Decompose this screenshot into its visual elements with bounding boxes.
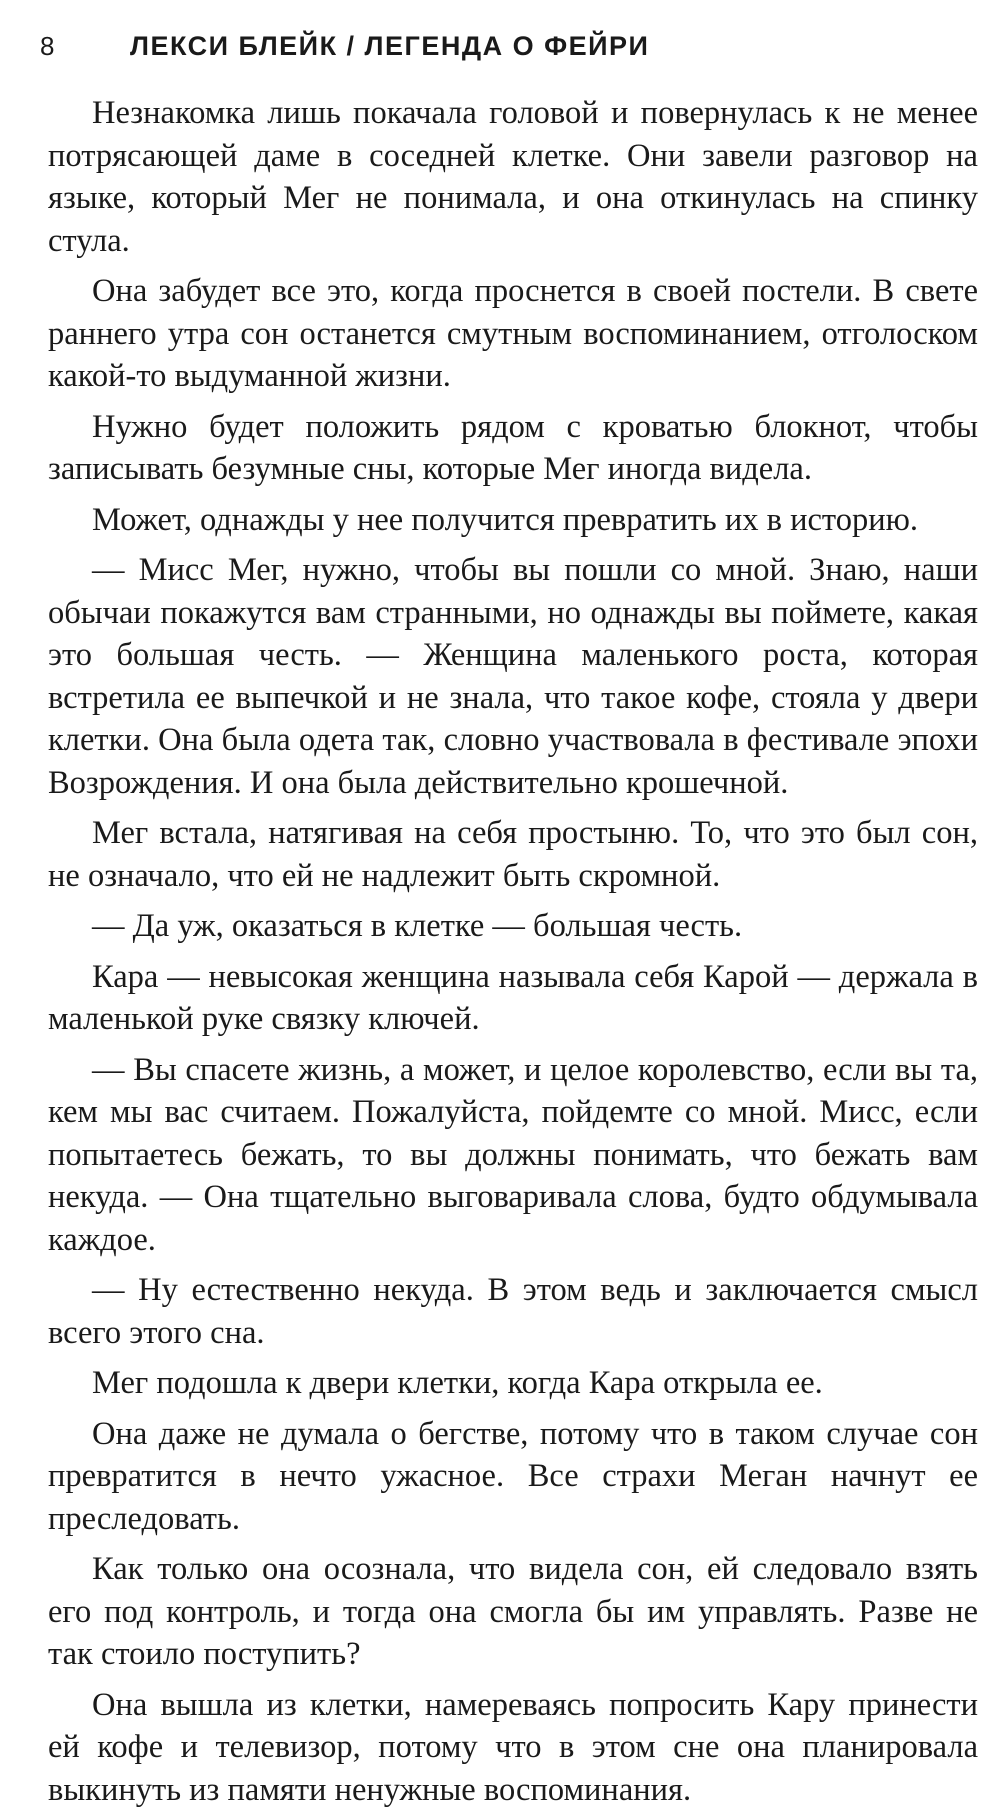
paragraph: — Вы спасете жизнь, а может, и целое королевство, если вы та, кем мы вас считаем. Пожалуйста, пойдемте со мной. Мисс, если попытаетесь бежать, то вы должны понимать, что бежать вам некуда. — Она тщательно выговаривала слова, будто обдумывала каждое.: [48, 1049, 978, 1262]
body-text: [48, 92, 978, 1811]
paragraph: Она вышла из клетки, намереваясь попросить Кару принести ей кофе и телевизор, потому что в этом сне она планировала выкинуть из памяти ненужные воспоминания.: [48, 1684, 978, 1811]
paragraph: — Ну естественно некуда. В этом ведь и заключается смысл всего этого сна.: [48, 1269, 978, 1354]
paragraph: Она даже не думала о бегстве, потому что в таком случае сон превратится в нечто ужасное. Все страхи Меган начнут ее преследовать.: [48, 1413, 978, 1541]
paragraph: Нужно будет положить рядом с кроватью блокнот, чтобы записывать безумные сны, которые Мег иногда видела.: [48, 406, 978, 491]
running-title: ЛЕКСИ БЛЕЙК / ЛЕГЕНДА О ФЕЙРИ: [130, 31, 649, 62]
page-number: 8: [40, 31, 130, 62]
paragraph: — Да уж, оказаться в клетке — большая честь.: [48, 905, 978, 948]
paragraph: Кара — невысокая женщина называла себя Карой — держала в маленькой руке связку ключей.: [48, 956, 978, 1041]
paragraph: Она забудет все это, когда проснется в своей постели. В свете раннего утра сон останется смутным воспоминанием, отголоском какой-то выдуманной жизни.: [48, 270, 978, 398]
paragraph: — Мисс Мег, нужно, чтобы вы пошли со мной. Знаю, наши обычаи покажутся вам странными, но однажды вы поймете, какая это большая честь. — Женщина маленького роста, которая встретила ее выпечкой и не знала, что такое кофе, стояла у двери клетки. Она была одета так, словно участвовала в фестивале эпохи Возрождения. И она была действительно крошечной.: [48, 549, 978, 804]
page-header: [40, 22, 980, 70]
paragraph: Как только она осознала, что видела сон, ей следовало взять его под контроль, и тогда она смогла бы им управлять. Разве не так стоило поступить?: [48, 1548, 978, 1676]
paragraph: Мег подошла к двери клетки, когда Кара открыла ее.: [48, 1362, 978, 1405]
paragraph: Может, однажды у нее получится превратить их в историю.: [48, 499, 978, 542]
paragraph: Мег встала, натягивая на себя простыню. То, что это был сон, не означало, что ей не надлежит быть скромной.: [48, 812, 978, 897]
paragraph: Незнакомка лишь покачала головой и повернулась к не менее потрясающей даме в соседней клетке. Они завели разговор на языке, который Мег не понимала, и она откинулась на спинку стула.: [48, 92, 978, 262]
